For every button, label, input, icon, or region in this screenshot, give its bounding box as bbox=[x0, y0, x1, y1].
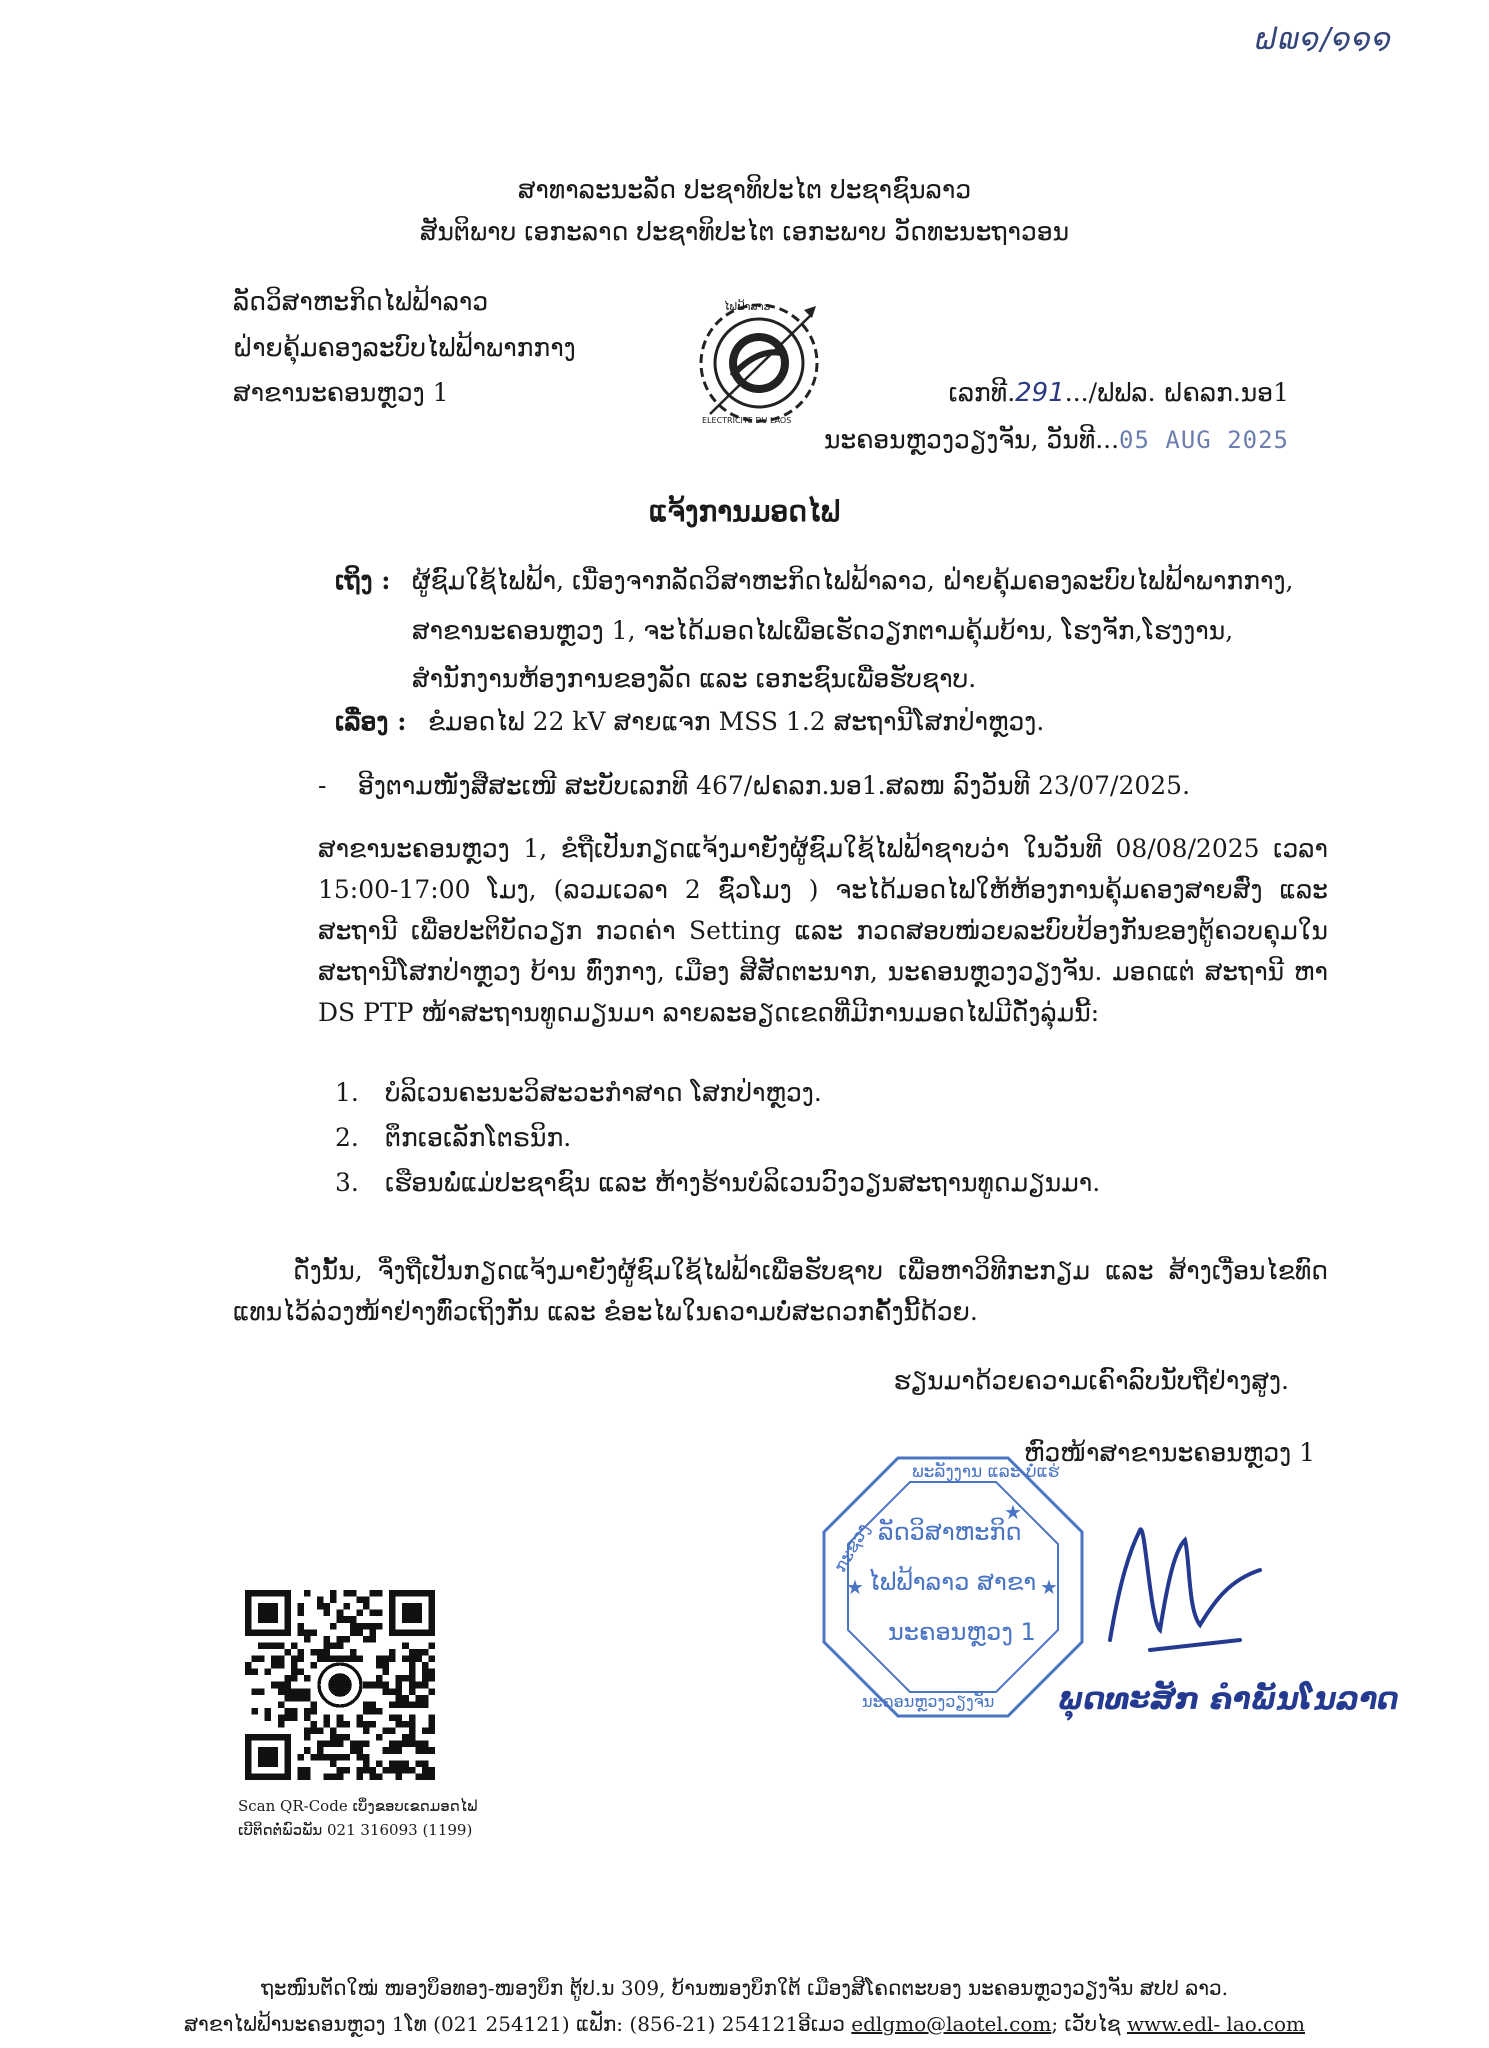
date-prefix: ນະຄອນຫຼວງວຽງຈັນ, ວັນທີ... bbox=[823, 425, 1120, 454]
document-number bbox=[948, 378, 1289, 408]
to-line-1: ຜູ້ຊົມໃຊ້ໄຟຟ້າ, ເນື່ອງຈາກລັດວິສາຫະກິດໄຟຟ້າລາວ, ຝ່າຍຄຸ້ມຄອງລະບົບໄຟຟ້າພາກກາງ, bbox=[412, 566, 1294, 595]
svg-text:★: ★ bbox=[1004, 1500, 1022, 1524]
country-name-line: ສາທາລະນະລັດ ປະຊາທິປະໄຕ ປະຊາຊົນລາວ bbox=[517, 175, 972, 204]
list-item-number: 1. bbox=[335, 1078, 359, 1107]
document-date bbox=[824, 425, 1289, 454]
logo-top-text: ໄຟຟ້າລາວ bbox=[724, 300, 771, 313]
footer-email-link[interactable]: edlgmo@laotel.com bbox=[851, 2012, 1052, 2036]
list-item-text: ຕຶກເອເລັກໂຕຣນິກ. bbox=[385, 1123, 572, 1152]
footer-web-label: ; ເວັບໄຊ bbox=[1051, 2012, 1121, 2036]
footer-contact-text: ສາຂາໄຟຟ້ານະຄອນຫຼວງ 1ໂທ (021 254121) ແຟັກ: (856-21) 254121ອີເມວ bbox=[183, 2012, 845, 2036]
seal-center-line-2: ໄຟຟ້າລາວ ສາຂາ bbox=[868, 1568, 1037, 1596]
qr-caption bbox=[238, 1794, 477, 1842]
list-item bbox=[335, 1168, 1100, 1213]
to-line-2: ສາຂານະຄອນຫຼວງ 1, ຈະໄດ້ມອດໄຟເພື່ອເຮັດວຽກຕາມຄຸ້ມບ້ານ, ໂຮງຈັກ,ໂຮງງານ, bbox=[412, 616, 1234, 645]
national-motto-line: ສັນຕິພາບ ເອກະລາດ ປະຊາທິປະໄຕ ເອກະພາບ ວັດທະນະຖາວອນ bbox=[419, 217, 1070, 246]
handwritten-signature bbox=[1090, 1490, 1290, 1690]
qr-caption-line-2: ເບີຕິດຕໍ່ພົວພັນ 021 316093 (1199) bbox=[238, 1821, 473, 1839]
seal-ring-bottom: ນະຄອນຫຼວງວຽງຈັນ bbox=[862, 1692, 995, 1711]
seal-center-line-3: ນະຄອນຫຼວງ 1 bbox=[888, 1618, 1036, 1646]
document-number-value: 291 bbox=[1015, 378, 1065, 408]
svg-text:★: ★ bbox=[846, 1575, 864, 1599]
qr-caption-line-1: Scan QR-Code ເບິ່ງຂອບເຂດມອດໄຟ bbox=[238, 1797, 478, 1815]
signatory-name: ພຸດທະສັກ ຄຳພັນໂນລາດ bbox=[1058, 1682, 1399, 1717]
list-item-text: ບໍລິເວນຄະນະວິສະວະກຳສາດ ໂສກປ່າຫຼວງ. bbox=[385, 1078, 822, 1107]
org-enterprise: ລັດວິສາຫະກິດໄຟຟ້າລາວ bbox=[233, 287, 489, 316]
signatory-position: ຫົວໜ້າສາຂານະຄອນຫຼວງ 1 bbox=[1024, 1438, 1316, 1467]
handwritten-reference-note: ຝ໙໑/໑໑໑ bbox=[1255, 22, 1393, 57]
seal-ring-left: ກະຊວງ bbox=[830, 1520, 875, 1576]
subject-label: ເລື່ອງ : bbox=[335, 707, 407, 736]
body-paragraph: ສາຂານະຄອນຫຼວງ 1, ຂໍຖືເປັນກຽດແຈ້ງມາຍັງຜູ້ຊົມໃຊ້ໄຟຟ້າຊາບວ່າ ໃນວັນທີ 08/08/2025 ເວລາ 15:00-17:00 ໂມງ, (ລວມເວລາ 2 ຊົ່ວໂມງ ) ຈະໄດ້ມອດໄຟໃຫ້ຫ້ອງການຄຸ້ມຄອງສາຍສົ່ງ ແລະ ສະຖານີ ເພື່ອປະຕິບັດວຽກ ກວດຄ່າ Setting ແລະ ກວດສອບໜ່ວຍລະບົບປ້ອງກັນຂອງຕູ້ຄວບຄຸມໃນສະຖານີໂສກປ່າຫຼວງ ບ້ານ ທົ່ງກາງ, ເມືອງ ສີສັດຕະນາກ, ນະຄອນຫຼວງວຽງຈັນ. ມອດແຕ່ ສະຖານີ ຫາ DS PTP ໜ້າສະຖານທູດມຽນມາ ລາຍລະອຽດເຂດທີ່ມີການມອດໄຟມີດັ່ງລຸ່ມນີ້: bbox=[318, 834, 1328, 1027]
list-item-number: 2. bbox=[335, 1123, 359, 1152]
seal-center-line-1: ລັດວິສາຫະກິດ bbox=[878, 1518, 1022, 1546]
footer-address: ຖະໜົນຕັດໃໝ່ ໜອງບຶອທອງ-ໜອງບຶກ ຕູ້ປ.ນ 309, ບ້ານໜອງບຶກໃຕ້ ເມືອງສີໂຄດຕະບອງ ນະຄອນຫຼວງວຽງຈັນ ສປປ ລາວ. bbox=[260, 1976, 1228, 2000]
footer-website-link[interactable]: www.edl- lao.com bbox=[1126, 2012, 1306, 2036]
reference-bullet: - bbox=[318, 771, 327, 800]
regards-line: ຮຽນມາດ້ວຍຄວາມເຄົາລົບນັບຖືຢ່າງສູງ. bbox=[893, 1366, 1289, 1395]
list-item bbox=[335, 1078, 1100, 1123]
qr-code[interactable] bbox=[245, 1590, 435, 1780]
subject-text: ຂໍມອດໄຟ 22 kV ສາຍແຈກ MSS 1.2 ສະຖານີໂສກປ່າຫຼວງ. bbox=[428, 707, 1045, 736]
list-item-number: 3. bbox=[335, 1168, 359, 1197]
document-number-suffix: .../ຟຟລ. ຝຄລກ.ນອ1 bbox=[1064, 378, 1289, 407]
list-item bbox=[335, 1123, 1100, 1168]
org-department: ຝ່າຍຄຸ້ມຄອງລະບົບໄຟຟ້າພາກກາງ bbox=[233, 333, 576, 362]
date-stamp: 05 AUG 2025 bbox=[1119, 426, 1289, 454]
edl-logo-icon bbox=[692, 296, 827, 431]
notice-title: ແຈ້ງການມອດໄຟ bbox=[649, 495, 840, 528]
to-line-3: ສຳນັກງານຫ້ອງການຂອງລັດ ແລະ ເອກະຊົນເພື່ອຮັບຊາບ. bbox=[412, 664, 977, 693]
closing-paragraph: ດັ່ງນັ້ນ, ຈຶ່ງຖືເປັນກຽດແຈ້ງມາຍັງຜູ້ຊົມໃຊ້ໄຟຟ້າເພື່ອຮັບຊາບ ເພື່ອຫາວິທີກະກຽມ ແລະ ສ້າງເງື່ອນໄຂທົດແທນໄວ້ລ່ວງໜ້າຢ່າງທົ່ວເຖິງກັນ ແລະ ຂໍອະໄພໃນຄວາມບໍ່ສະດວກຄັ້ງນີ້ດ້ວຍ. bbox=[233, 1256, 1328, 1326]
seal-ring-top: ພະລັງງານ ແລະ ບໍ່ແຮ່ bbox=[912, 1462, 1060, 1482]
footer-contact bbox=[0, 2012, 1489, 2036]
list-item-text: ເຮືອນພໍ່ແມ່ປະຊາຊົນ ແລະ ຫ້າງຮ້ານບໍລິເວນວົງວຽນສະຖານທູດມຽນມາ. bbox=[385, 1168, 1101, 1197]
document-number-prefix: ເລກທີ. bbox=[948, 378, 1016, 407]
logo-bottom-text: ELECTRICITE DU LAOS bbox=[702, 416, 792, 425]
org-branch: ສາຂານະຄອນຫຼວງ 1 bbox=[233, 378, 449, 407]
to-label: ເຖິງ : bbox=[335, 566, 391, 595]
outage-area-list bbox=[335, 1078, 1100, 1213]
svg-text:★: ★ bbox=[1040, 1575, 1058, 1599]
reference-document: ອີງຕາມໜັງສືສະເໜີ ສະບັບເລກທີ 467/ຝຄລກ.ນອ1.ສລໜ ລົງວັນທີ 23/07/2025. bbox=[358, 771, 1191, 800]
